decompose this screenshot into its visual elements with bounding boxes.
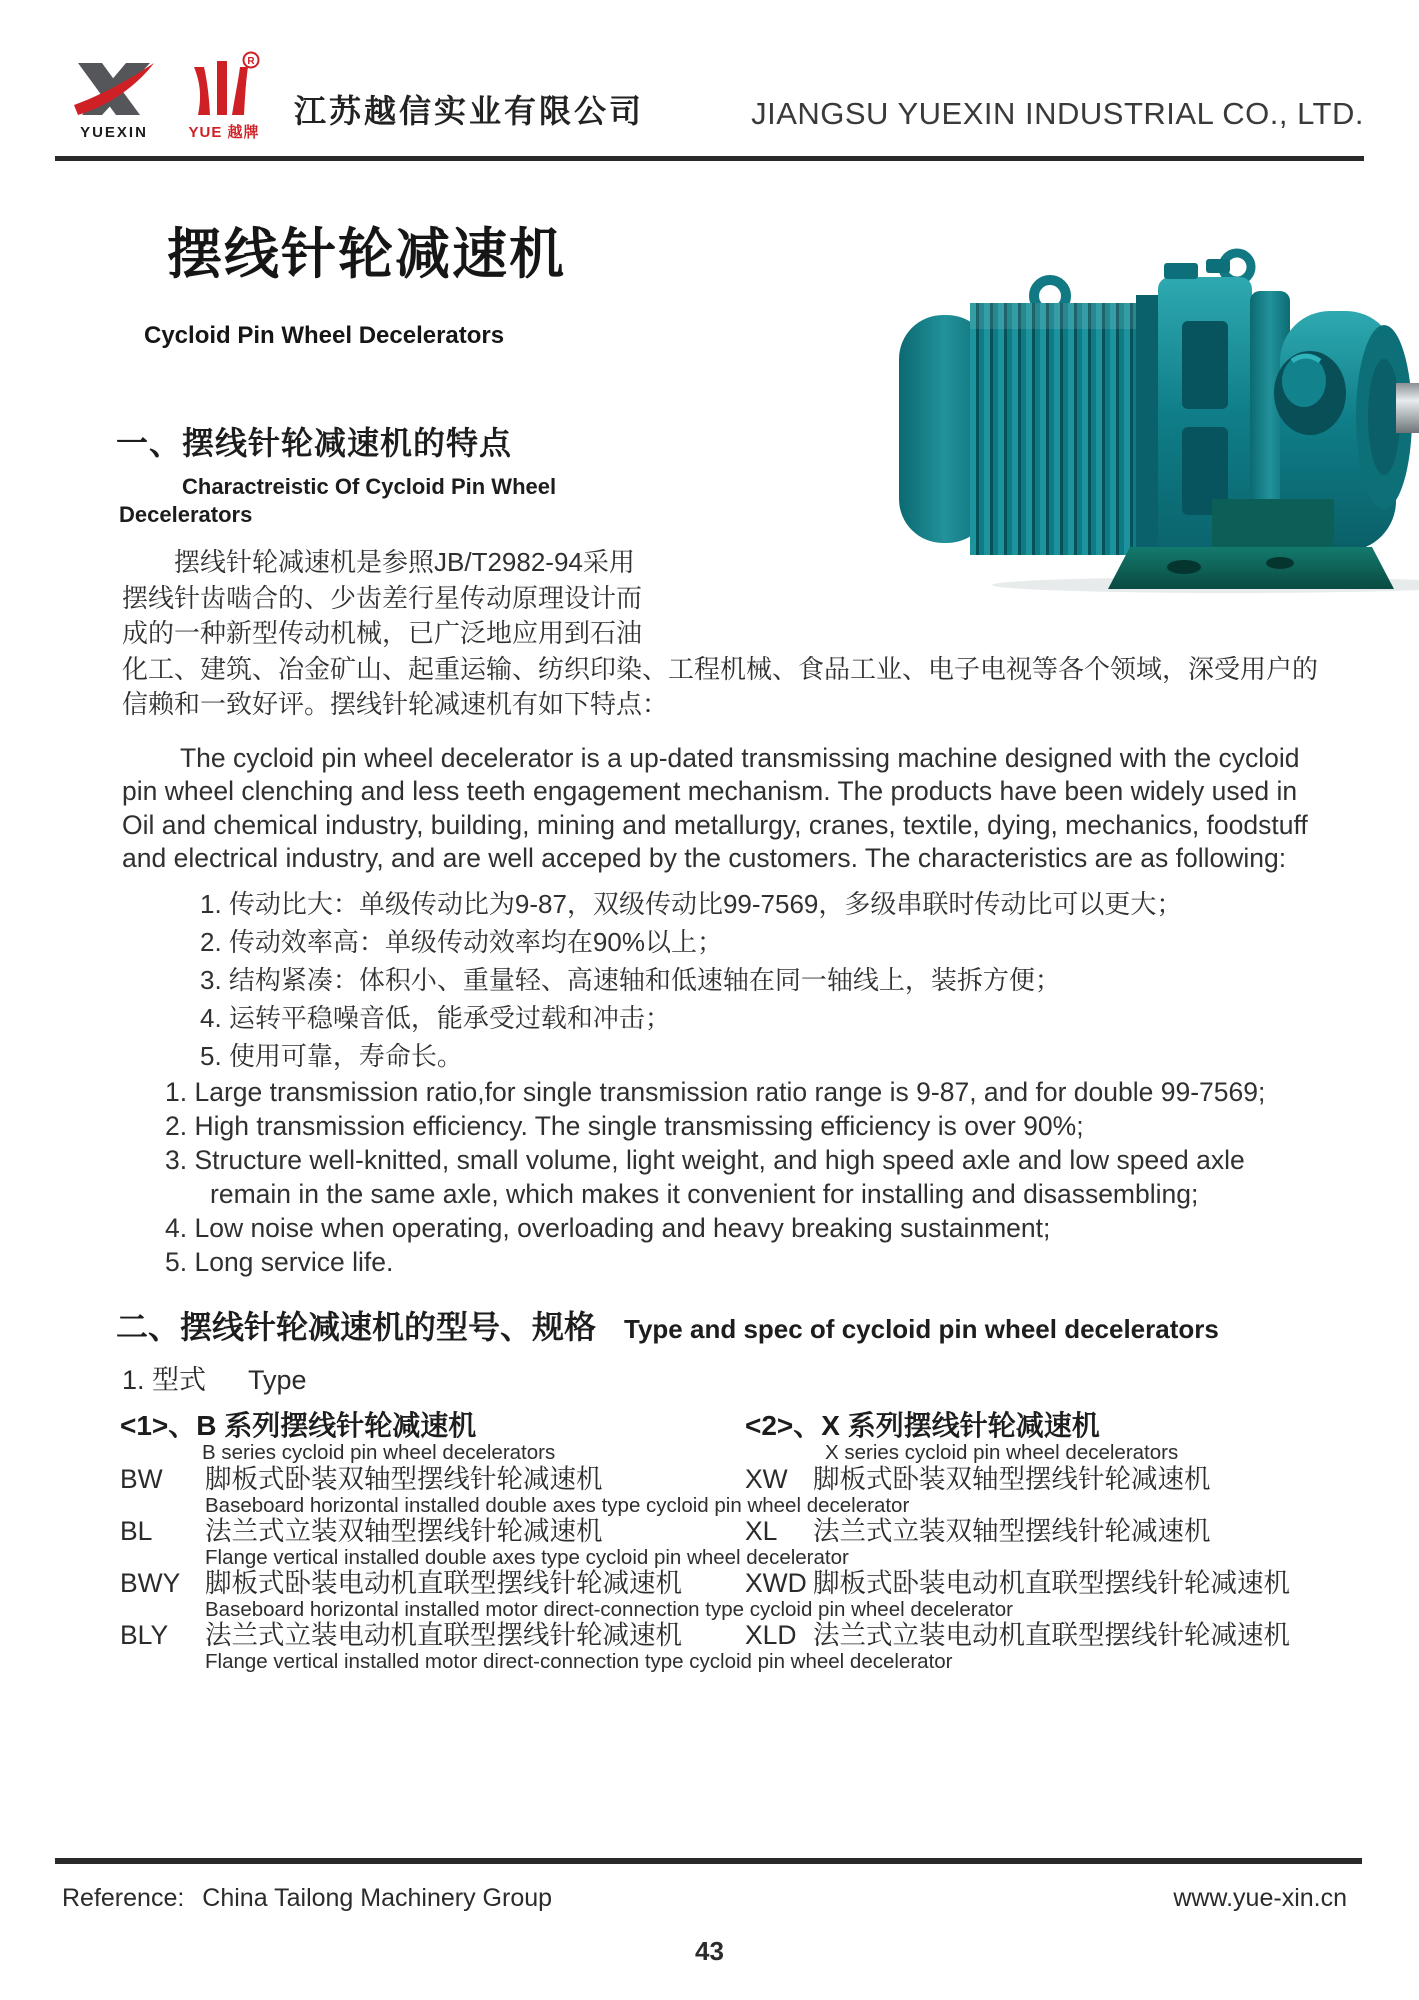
product-photo (653, 183, 1329, 644)
output-shaft (1396, 383, 1419, 433)
x-series-title-en: X series cycloid pin wheel decelerators (825, 1440, 1179, 1464)
list-item: 1. Large transmission ratio,for single transmission ratio range is 9-87, and for double 99-7569; (165, 1076, 1266, 1107)
section2-heading (116, 1309, 1329, 1345)
features-paragraph-en: The cycloid pin wheel decelerator is a up-dated transmissing machine designed with the cycloid pin wheel clenching and less teeth engagement mechanism. The products have been widely used in Oil and chemical industry, building, mining and metallurgy, cranes, textile, dying, mechanics, foodstuff and electrical industry, and are well acceped by the customers. The characteristics are as following: (122, 742, 1308, 873)
list-item: 4. 运转平稳噪音低，能承受过载和冲击； (200, 1002, 671, 1033)
section1-heading-en-line2: Decelerators (119, 502, 253, 527)
b-series-title-en: B series cycloid pin wheel decelerators (202, 1440, 556, 1464)
features-list-en (165, 1075, 1329, 1279)
table-row (120, 1465, 1329, 1517)
model-desc-cn: 脚板式卧装双轴型摆线针轮减速机 (813, 1463, 1211, 1494)
company-name-en: JIANGSU YUEXIN INDUSTRIAL CO., LTD. (751, 96, 1364, 131)
features-paragraph-cn: 摆线针轮减速机是参照JB/T2982-94采用摆线针齿啮合的、少齿差行星传动原理设计而成的一种新型传动机械，已广泛地应用到石油化工、建筑、冶金矿山、起重运输、纺织印染、工程机械、食品工业、电子电视等各个领域，深受用户的信赖和一致好评。摆线针轮减速机有如下特点： (122, 547, 1319, 719)
list-item: 2. 传动效率高：单级传动效率均在90%以上； (200, 926, 723, 957)
list-item: 1. 传动比大：单级传动比为9-87，双级传动比99-7569，多级串联时传动比可以更大； (200, 888, 1183, 919)
type-subheading (122, 1365, 1329, 1395)
model-desc-en: Flange vertical installed motor direct-connection type cycloid pin wheel decelerator (205, 1649, 953, 1673)
list-item: 4. Low noise when operating, overloading and heavy breaking sustainment; (165, 1212, 1051, 1243)
section1-heading-en-line1: Charactreistic Of Cycloid Pin Wheel (182, 474, 557, 499)
b-series-title-cn: <1>、B 系列摆线针轮减速机 (120, 1409, 477, 1441)
model-desc-en: Baseboard horizontal installed motor direct-connection type cycloid pin wheel decelerator (205, 1597, 1013, 1621)
model-desc-cn: 法兰式立装双轴型摆线针轮减速机 (205, 1515, 603, 1546)
model-code: BL (120, 1515, 153, 1546)
yue-brand-logo (186, 51, 262, 140)
type-subheading-en: Type (248, 1364, 307, 1395)
page-title-en: Cycloid Pin Wheel Decelerators (144, 322, 505, 349)
yuexin-logo-icon (68, 61, 160, 117)
model-desc-cn: 脚板式卧装双轴型摆线针轮减速机 (205, 1463, 603, 1494)
table-row (120, 1621, 1329, 1673)
inspection-boss (1274, 351, 1346, 435)
main-content (0, 161, 1419, 1673)
model-desc-en: Flange vertical installed double axes type cycloid pin wheel decelerator (205, 1545, 849, 1569)
model-code: BWY (120, 1567, 181, 1598)
type-subheading-cn: 1. 型式 (122, 1364, 207, 1395)
list-item: 3. Structure well-knitted, small volume, light weight, and high speed axle and low speed axle remain in the same axle, which makes it convenient for installing and disassembling; (165, 1144, 1245, 1209)
page-footer (62, 1884, 1347, 1913)
footer-divider (55, 1858, 1362, 1864)
yue-brand-icon (186, 51, 262, 117)
model-code: XL (745, 1515, 778, 1546)
model-desc-cn: 脚板式卧装电动机直联型摆线针轮减速机 (205, 1567, 682, 1598)
x-series-header (745, 1411, 1178, 1465)
yuexin-logo (68, 61, 160, 140)
features-list-cn (200, 885, 1329, 1075)
website-text: www.yue-xin.cn (1173, 1884, 1347, 1912)
model-code: XWD (745, 1567, 807, 1598)
company-name-cn: 江苏越信实业有限公司 (294, 93, 645, 129)
page-title-cn: 摆线针轮减速机 (167, 223, 567, 285)
reference-label: Reference: (62, 1884, 185, 1912)
section2-heading-en: Type and spec of cycloid pin wheel decelerators (624, 1313, 1219, 1344)
type-table (120, 1411, 1329, 1673)
svg-text:R: R (247, 56, 255, 67)
list-item: 3. 结构紧凑：体积小、重量轻、高速轴和低速轴在同一轴线上，装拆方便； (200, 964, 1061, 995)
yuexin-logo-label: YUEXIN (80, 124, 148, 141)
page-number: 43 (695, 1936, 724, 1966)
decelerator-illustration (732, 203, 1419, 593)
model-desc-cn: 法兰式立装电动机直联型摆线针轮减速机 (813, 1619, 1290, 1650)
motor-cooling-fins (970, 303, 1140, 555)
b-series-header (120, 1411, 745, 1465)
model-code: XLD (745, 1619, 797, 1650)
list-item: 5. 使用可靠，寿命长。 (200, 1040, 463, 1071)
model-desc-cn: 法兰式立装电动机直联型摆线针轮减速机 (205, 1619, 682, 1650)
list-item: 2. High transmission efficiency. The single transmissing efficiency is over 90%; (165, 1110, 1084, 1141)
model-desc-en: Baseboard horizontal installed double axes type cycloid pin wheel decelerator (205, 1493, 910, 1517)
page-header (0, 0, 1419, 140)
motor-flange-ring (1136, 295, 1160, 563)
reference-value: China Tailong Machinery Group (202, 1884, 553, 1912)
model-code: BLY (120, 1619, 169, 1650)
section1-heading-cn: 一、摆线针轮减速机的特点 (116, 425, 513, 461)
section2-heading-cn: 二、摆线针轮减速机的型号、规格 (116, 1308, 597, 1345)
model-code: XW (745, 1463, 788, 1494)
model-code: BW (120, 1463, 163, 1494)
x-series-title-cn: <2>、X 系列摆线针轮减速机 (745, 1409, 1100, 1441)
series-header-row (120, 1411, 1329, 1465)
model-desc-cn: 脚板式卧装电动机直联型摆线针轮减速机 (813, 1567, 1290, 1598)
yue-brand-label: YUE 越牌 (188, 124, 260, 141)
list-item: 5. Long service life. (165, 1246, 394, 1277)
model-desc-cn: 法兰式立装双轴型摆线针轮减速机 (813, 1515, 1211, 1546)
table-row (120, 1517, 1329, 1569)
table-row (120, 1569, 1329, 1621)
